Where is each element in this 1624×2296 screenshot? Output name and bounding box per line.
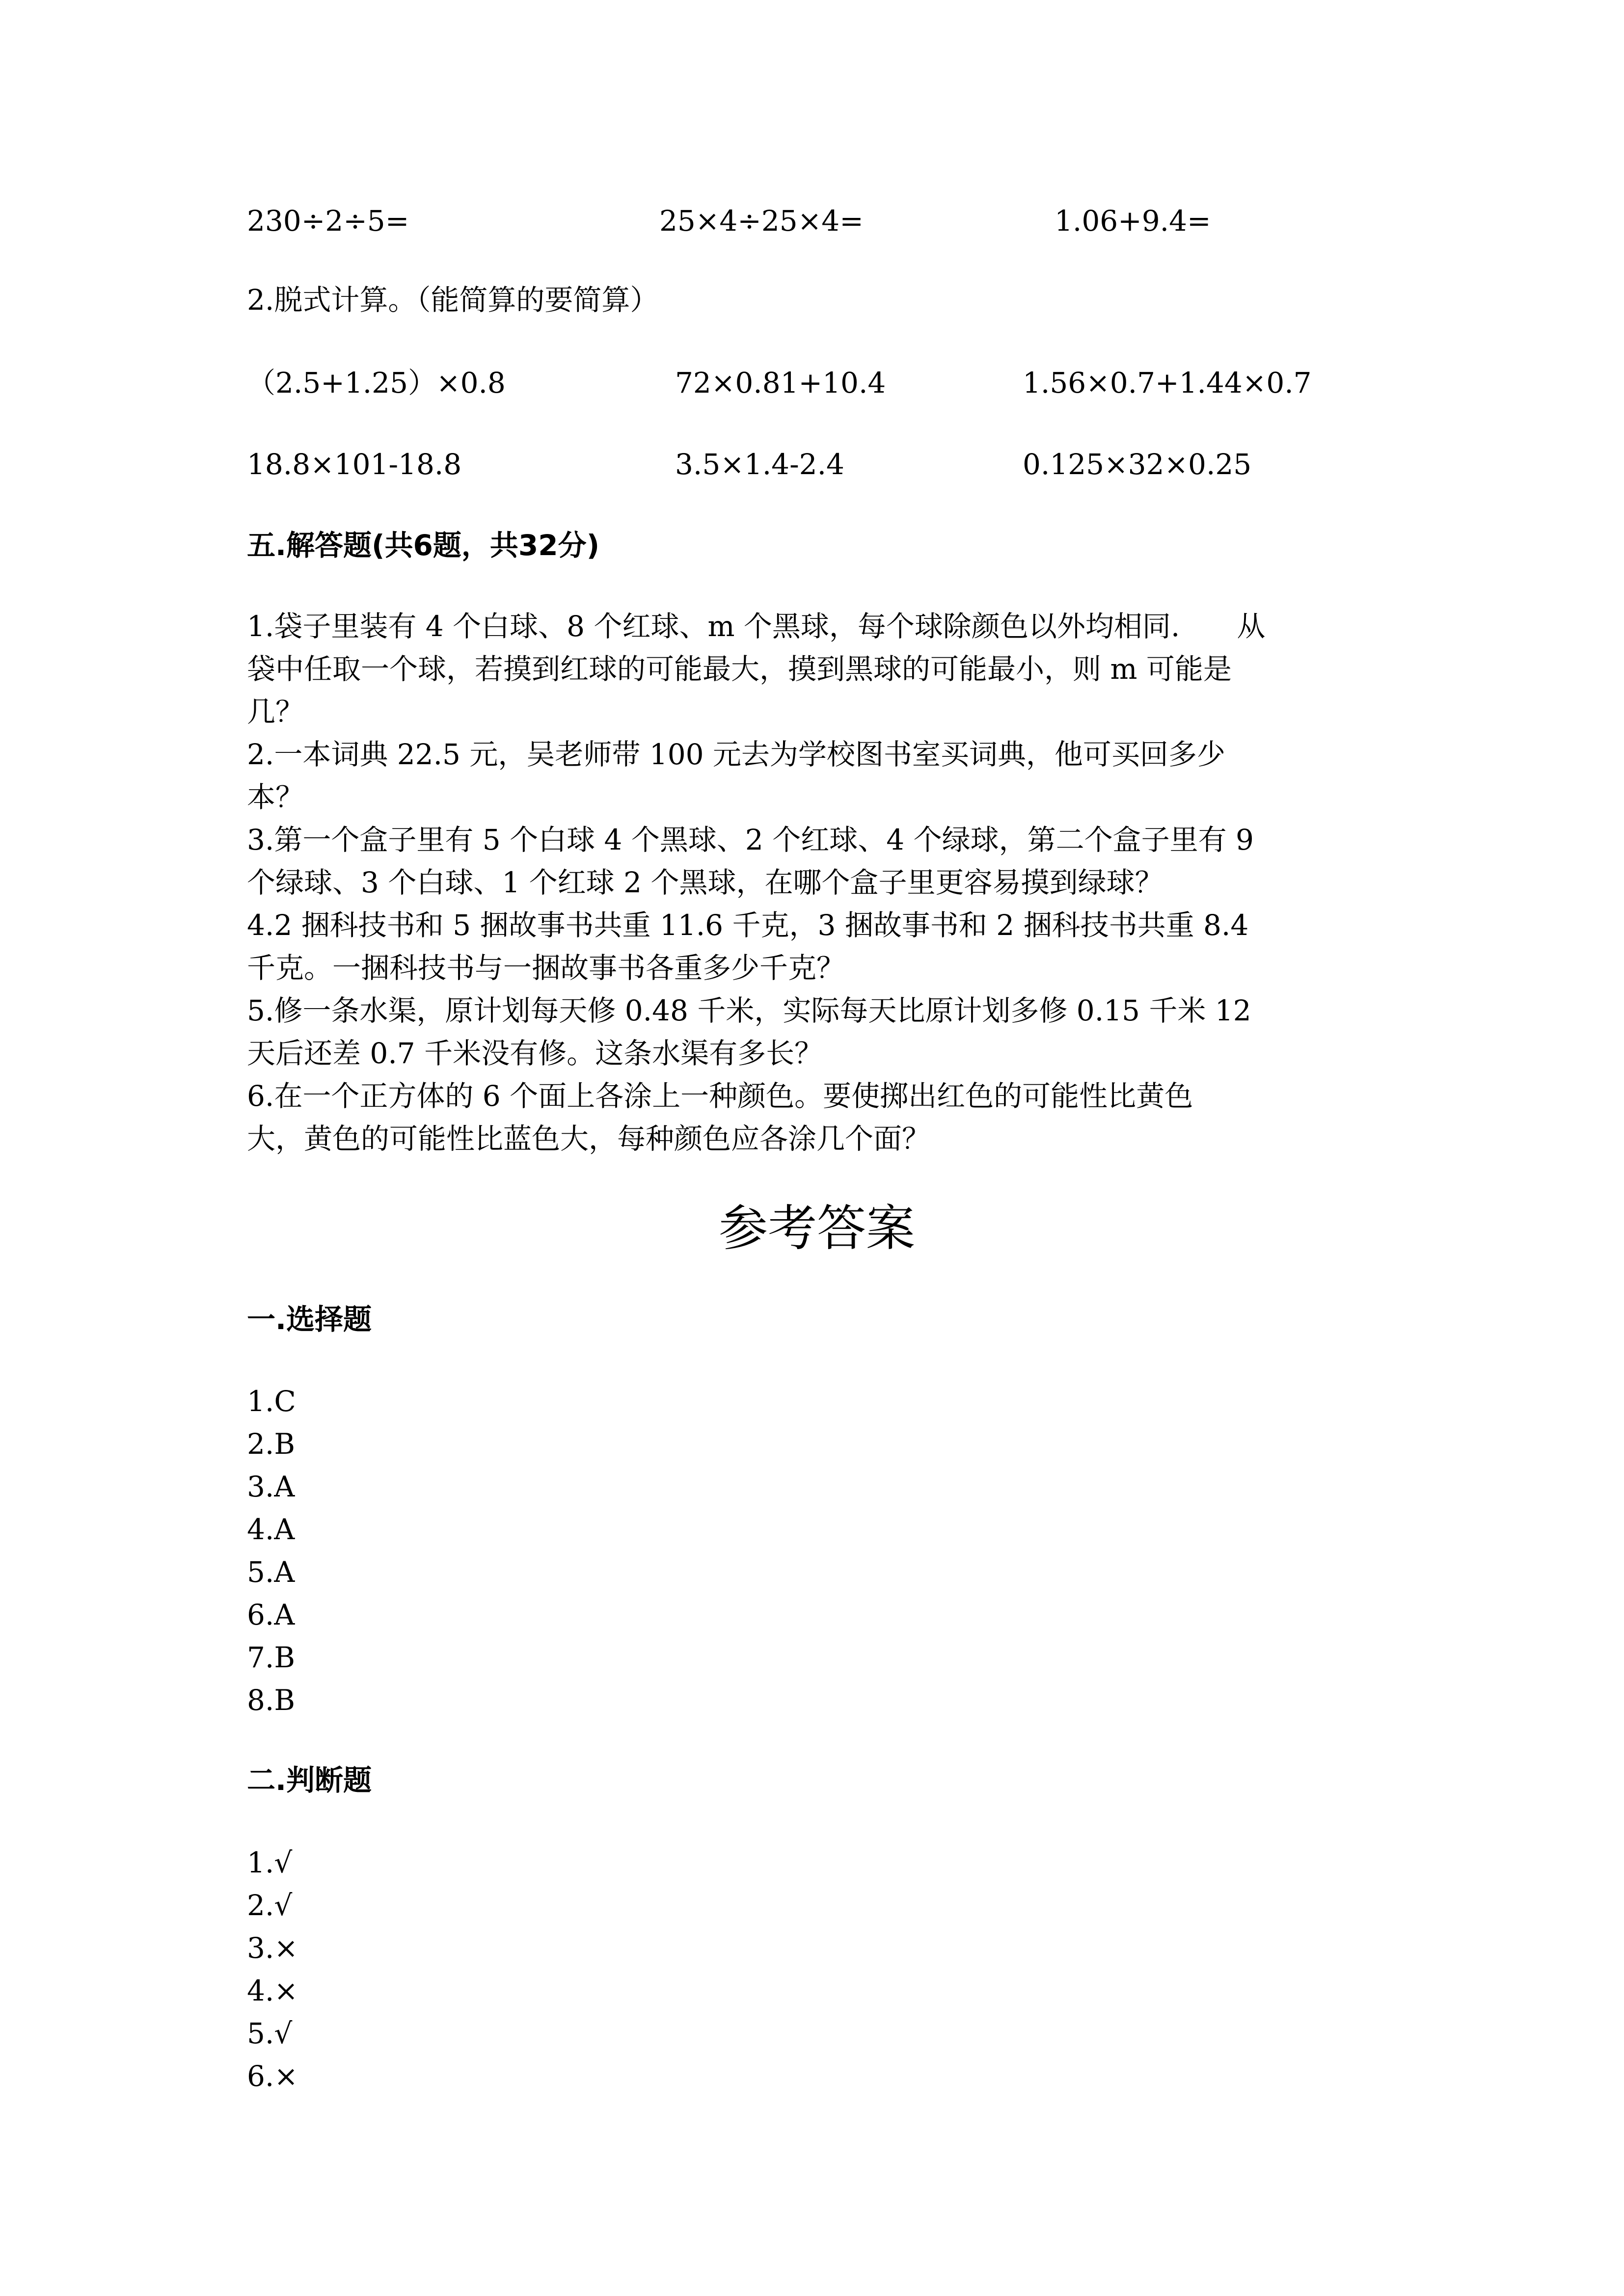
answer-item: 1.C bbox=[247, 1385, 296, 1418]
answer-item: 1.√ bbox=[247, 1846, 293, 1879]
section5-line: 千克。一捆科技书与一捆故事书各重多少千克？ bbox=[247, 951, 845, 985]
section5-line: 4.2 捆科技书和 5 捆故事书共重 11.6 千克，3 捆故事书和 2 捆科技书共重 8.4 bbox=[247, 908, 1249, 942]
section5-line: 5.修一条水渠，原计划每天修 0.48 千米，实际每天比原计划多修 0.15 千米 12 bbox=[247, 994, 1251, 1027]
answers-section1-heading: 一.选择题 bbox=[247, 1303, 372, 1336]
calc-item-2: 25×4÷25×4= bbox=[659, 204, 864, 238]
answer-item: 5.A bbox=[247, 1555, 295, 1589]
answer-item: 3.A bbox=[247, 1470, 295, 1503]
answer-item: 2.B bbox=[247, 1427, 295, 1461]
q2-row2-item3: 0.125×32×0.25 bbox=[1023, 448, 1252, 481]
answers-section2-heading: 二.判断题 bbox=[247, 1763, 372, 1797]
answer-item: 8.B bbox=[247, 1683, 295, 1717]
q2-row2-item1: 18.8×101-18.8 bbox=[247, 448, 462, 481]
answer-item: 4.A bbox=[247, 1513, 295, 1546]
section5-line: 2.一本词典 22.5 元，吴老师带 100 元去为学校图书室买词典，他可买回多少 bbox=[247, 738, 1225, 771]
answer-item: 6.A bbox=[247, 1598, 295, 1631]
answer-item: 6.× bbox=[247, 2059, 298, 2093]
section5-line: 个绿球、3 个白球、1 个红球 2 个黑球，在哪个盒子里更容易摸到绿球？ bbox=[247, 866, 1164, 899]
section5-line: 几？ bbox=[247, 695, 304, 728]
answer-item: 3.× bbox=[247, 1931, 298, 1965]
q2-row1-item3: 1.56×0.7+1.44×0.7 bbox=[1023, 366, 1312, 400]
q2-row1-item1: （2.5+1.25）×0.8 bbox=[247, 366, 506, 400]
answer-item: 2.√ bbox=[247, 1889, 293, 1922]
section5-line: 天后还差 0.7 千米没有修。这条水渠有多长？ bbox=[247, 1037, 823, 1070]
section5-line: 3.第一个盒子里有 5 个白球 4 个黑球、2 个红球、4 个绿球，第二个盒子里有 9 bbox=[247, 823, 1254, 856]
q2-heading: 2.脱式计算。（能简算的要简算） bbox=[247, 283, 659, 317]
calc-item-3: 1.06+9.4= bbox=[1055, 204, 1211, 238]
answers-title: 参考答案 bbox=[719, 1200, 915, 1257]
section5-line: 大，黄色的可能性比蓝色大，每种颜色应各涂几个面？ bbox=[247, 1122, 931, 1155]
section5-heading: 五.解答题(共6题，共32分) bbox=[247, 529, 600, 562]
section5-line: 袋中任取一个球，若摸到红球的可能最大，摸到黑球的可能最小，则 m 可能是 bbox=[247, 652, 1232, 686]
calc-item-1: 230÷2÷5= bbox=[247, 204, 409, 238]
answer-item: 4.× bbox=[247, 1974, 298, 2007]
section5-line: 1.袋子里装有 4 个白球、8 个红球、m 个黑球，每个球除颜色以外均相同. 从 bbox=[247, 610, 1266, 643]
answer-item: 5.√ bbox=[247, 2017, 293, 2050]
answer-item: 7.B bbox=[247, 1641, 295, 1674]
q2-row1-item2: 72×0.81+10.4 bbox=[675, 366, 886, 400]
section5-line: 6.在一个正方体的 6 个面上各涂上一种颜色。要使掷出红色的可能性比黄色 bbox=[247, 1079, 1193, 1113]
section5-line: 本？ bbox=[247, 780, 304, 814]
q2-row2-item2: 3.5×1.4-2.4 bbox=[675, 448, 844, 481]
